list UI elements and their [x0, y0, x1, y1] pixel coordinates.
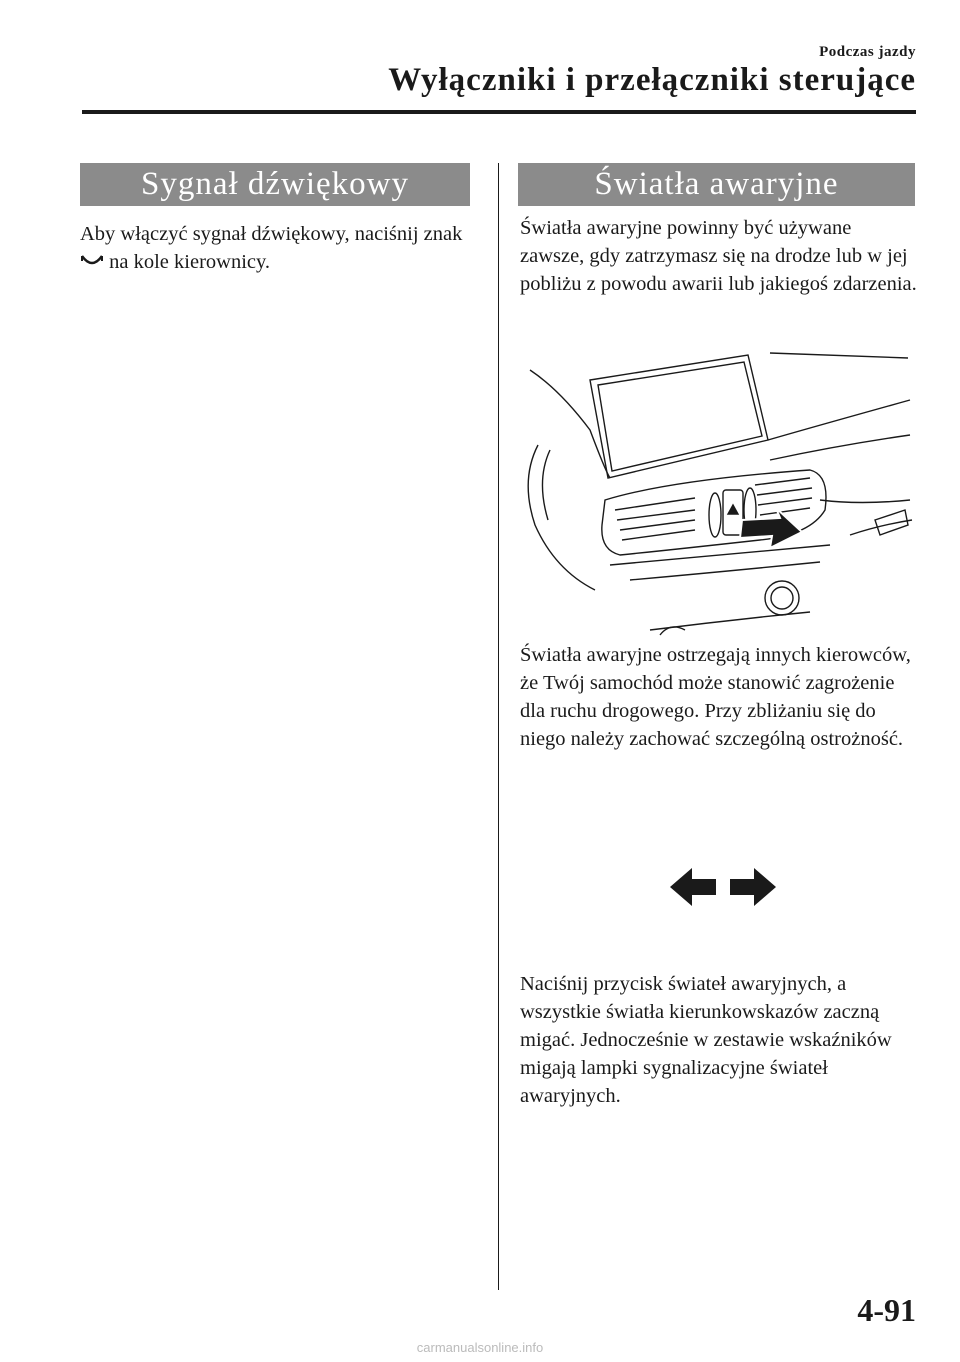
column-divider — [498, 163, 499, 1290]
section-heading-horn: Sygnał dźwiękowy — [80, 163, 470, 206]
page-number: 4-91 — [857, 1292, 916, 1328]
watermark: carmanualsonline.info — [416, 1340, 544, 1355]
hazard-paragraph-2: Światła awaryjne ostrzegają innych kierowców, że Twój samochód może stanowić zagrożenie dla ruchu drogowego. Przy zbliżaniu się do niego należy zachować szczególną ostrożność. — [520, 644, 911, 750]
hazard-paragraph-1: Światła awaryjne powinny być używane zawsze, gdy zatrzymasz się na drodze lub w jej pobliżu z powodu awarii lub jakiegoś zdarzenia. — [520, 217, 917, 295]
section-heading-hazard: Światła awaryjne — [518, 163, 915, 206]
horn-paragraph — [80, 220, 480, 276]
dashboard-hazard-button-illustration — [520, 350, 915, 640]
hazard-paragraph-3: Naciśnij przycisk świateł awaryjnych, a wszystkie światła kierunkowskazów zaczną migać. Jednocześnie w zestawie wskaźników migają lampki sygnalizacyjne świateł awaryjnych. — [520, 973, 892, 1107]
header-rule — [82, 110, 916, 114]
horn-text-after: na kole kierownicy. — [104, 251, 271, 273]
header-section-label: Podczas jazdy — [819, 44, 916, 60]
horn-icon — [81, 255, 103, 269]
page-title: Wyłączniki i przełączniki sterujące — [388, 62, 916, 98]
horn-text-before: Aby włączyć sygnał dźwiękowy, naciśnij znak — [80, 223, 463, 245]
hazard-arrows-icon — [668, 866, 778, 908]
